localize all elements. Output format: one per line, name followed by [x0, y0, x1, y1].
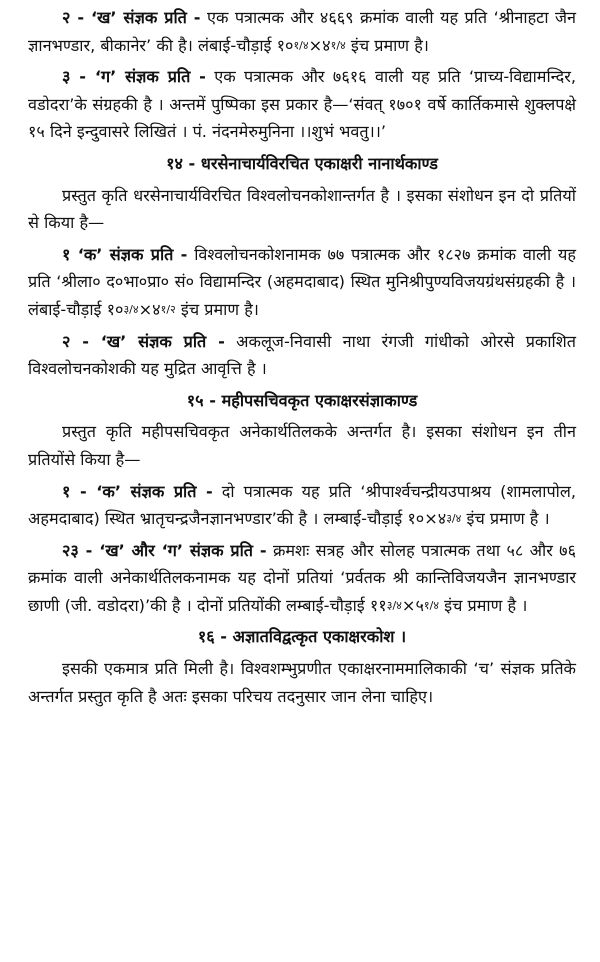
entry-label: २ - ‘ख’ संज्ञक प्रति -: [62, 8, 201, 27]
manuscript-entry-kha-ga-15: [28, 537, 576, 620]
fraction: ३/४: [386, 598, 402, 612]
section-intro-15: प्रस्तुत कृति महीपसचिवकृत अनेकार्थतिलकके अन्तर्गत है। इसका संशोधन इन तीन प्रतियोंसे किया है—: [28, 422, 576, 469]
section-intro-16: इसकी एकमात्र प्रति मिली है। विश्वशम्भुप्रणीत एकाक्षरनाममालिकाकी ‘च’ संज्ञक प्रतिके अन्तर्गत प्रस्तुत कृति है अतः इसका परिचय तदनुसार जान लेना चाहिए।: [28, 659, 576, 706]
entry-text: अकलूज-निवासी नाथा रंगजी गांधीको ओरसे प्रकाशित विश्वलोचनकोशकी यह मुद्रित आवृत्ति है ।: [28, 331, 576, 379]
entry-text: इंच प्रमाण है।: [345, 35, 429, 55]
manuscript-entry-kha: [28, 4, 576, 59]
entry-label: ३ - ‘ग’ संज्ञक प्रति -: [62, 67, 206, 87]
manuscript-entry-kha-14: [28, 328, 576, 383]
entry-text: एक पत्रात्मक और ७६१६ वाली यह प्रति ‘प्राच्य-विद्यामन्दिर, वडोदरा’के संग्रहकी है । अन्तमें पुष्पिका इस प्रकार है—‘संवत् १७०१ वर्षे कार्तिकमासे शुक्लपक्षे १५ दिने इन्दुवासरे लिखितं । पं. नंदनमेरुमुनिना ।।शुभं भवतु।।’: [28, 67, 577, 142]
fraction: १/४: [293, 38, 309, 52]
fraction: १/४: [330, 38, 346, 52]
entry-text: ×४: [138, 299, 161, 319]
entry-label: १ ‘क’ संज्ञक प्रति -: [62, 244, 188, 264]
fraction: १/२: [160, 302, 176, 316]
manuscript-entry-ka-15: [28, 478, 576, 533]
entry-label: १ - ‘क’ संज्ञक प्रति -: [62, 481, 213, 501]
entry-text: दो पत्रात्मक यह प्रति ‘श्रीपार्श्वचन्द्रीयउपाश्रय (शामलापोल, अहमदाबाद) स्थित भ्रातृचन्द्रजैनज्ञानभण्डार’की है । लम्बाई-चौड़ाई १०×४: [28, 481, 576, 529]
fraction: ३/४: [123, 302, 139, 316]
fraction: ३/४: [446, 512, 462, 526]
entry-text: इंच प्रमाण है ।: [461, 509, 550, 529]
section-heading-16: १६ - अज्ञातविद्वत्कृत एकाक्षरकोश ।: [197, 627, 407, 647]
entry-text: ×४: [308, 35, 331, 55]
section-heading-15: १५ - महीपसचिवकृत एकाक्षरसंज्ञाकाण्ड: [186, 390, 418, 410]
manuscript-entry-ka-14: [28, 241, 576, 324]
entry-text: विश्वलोचनकोशनामक ७७ पत्रात्मक और १८२७ क्रमांक वाली यह प्रति ‘श्रीला० द०भा०प्रा० सं० विद्यामन्दिर (अहमदाबाद) स्थित मुनिश्रीपुण्यविजयग्रंथसंग्रहकी है । लंबाई-चौड़ाई १०: [28, 244, 576, 319]
entry-label: २ - ‘ख’ संज्ञक प्रति -: [62, 331, 225, 351]
entry-label: २३ - ‘ख’ और ‘ग’ संज्ञक प्रति -: [62, 540, 267, 560]
section-heading-14: १४ - धरसेनाचार्यविरचित एकाक्षरी नानार्थकाण्ड: [166, 153, 438, 173]
manuscript-entry-ga: [28, 63, 576, 146]
section-intro-14: प्रस्तुत कृति धरसेनाचार्यविरचित विश्वलोचनकोशान्तर्गत है । इसका संशोधन इन दो प्रतियों से किया है—: [28, 185, 576, 233]
entry-text: इंच प्रमाण है ।: [439, 595, 528, 615]
entry-text: एक पत्रात्मक और ४६६९ क्रमांक वाली यह प्रति ‘श्रीनाहटा जैन ज्ञानभण्डार, बीकानेर’ की है। लंबाई-चौड़ाई १०: [28, 8, 576, 55]
fraction: १/४: [423, 598, 440, 612]
entry-text: इंच प्रमाण है।: [175, 299, 259, 319]
entry-text: क्रमशः सत्रह और सोलह पत्रात्मक तथा ५८ और ७६ क्रमांक वाली अनेकार्थतिलकनामक यह दोनों प्रतियां ‘प्रर्वतक श्री कान्तिविजयजैन ज्ञानभण्डार छाणी (जी. वडोदरा)’की है । दोनों प्रतियोंकी लम्बाई-चौड़ाई ११: [28, 540, 576, 615]
entry-text: ×५: [401, 595, 424, 615]
